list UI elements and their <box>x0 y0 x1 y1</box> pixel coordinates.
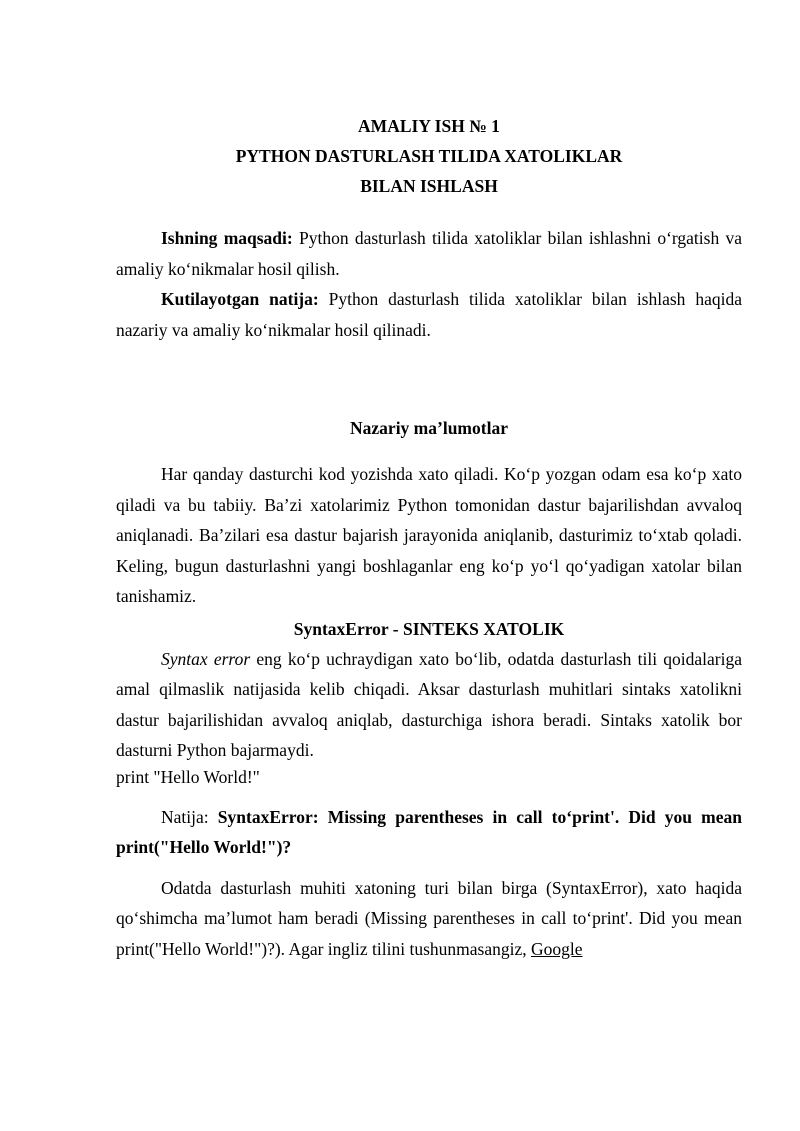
google-link[interactable]: Google <box>530 938 583 959</box>
explanation-paragraph <box>116 873 742 965</box>
expected-result-paragraph <box>116 284 742 345</box>
result-paragraph <box>116 802 742 863</box>
spacer <box>116 201 742 223</box>
expected-label: Kutilayotgan natija: <box>161 289 319 309</box>
spacer <box>116 863 742 873</box>
doc-title-line1: AMALIY ISH № 1 <box>358 116 500 136</box>
code-sample: print "Hello World!" <box>116 766 260 787</box>
spacer <box>116 792 742 802</box>
spacer <box>116 345 742 397</box>
syntax-paragraph <box>116 644 742 766</box>
syntax-error-heading: SyntaxError - SINTEKS XATOLIK <box>293 618 565 639</box>
syntax-text: eng ko‘p uchraydigan xato bo‘lib, odatda dasturlash tili qoidalariga amal qilmaslik natijasida kelib chiqadi. Aksar dasturlash muhitlari sintaks xatolikni dastur bajarilishidan avvaloq aniqlab, dasturchiga ishora beradi. Sintaks xatolik bor dasturni Python bajarmaydi. <box>116 648 742 760</box>
theory-paragraph: Har qanday dasturchi kod yozishda xato qiladi. Ko‘p yozgan odam esa ko‘p xato qiladi va bu tabiiy. Ba’zi xatolarimiz Python tomonidan dastur bajarilishdan avvaloq aniqlanadi. Ba’zilari esa dastur bajarish jarayonida aniqlanib, dasturimiz to‘xtab qoladi. Keling, bugun dasturlashni yangi boshlaganlar eng ko‘p yo‘l qo‘yadigan xatolar bilan tanishamiz. <box>116 464 742 606</box>
doc-title-line2: PYTHON DASTURLASH TILIDA XATOLIKLAR <box>235 146 623 166</box>
expected-text: Python dasturlash tilida xatoliklar bilan ishlash haqida nazariy va amaliy ko‘nikmalar hosil qilinadi. <box>116 289 742 340</box>
goal-label: Ishning maqsadi: <box>161 228 293 248</box>
result-text: SyntaxError: Missing parentheses in call to‘print'. Did you mean print("Hello World!")? <box>116 806 742 857</box>
explanation-text: Odatda dasturlash muhiti xatoning turi bilan birga (SyntaxError), xato haqida qo‘shimcha ma’lumot ham beradi (Missing parentheses in call to‘print'. Did you mean print("Hello World!")?). Agar ingliz tilini tushunmasangiz, <box>116 877 742 959</box>
syntax-term: Syntax error <box>161 648 251 669</box>
theory-heading: Nazariy ma’lumotlar <box>350 418 508 438</box>
doc-title-line3: BILAN ISHLASH <box>360 176 498 196</box>
goal-text: Python dasturlash tilida xatoliklar bilan ishlashni o‘rgatish va amaliy ko‘nikmalar hosil qilish. <box>116 228 742 279</box>
result-label: Natija: <box>161 806 218 827</box>
page-content <box>116 111 742 964</box>
goal-paragraph <box>116 223 742 284</box>
